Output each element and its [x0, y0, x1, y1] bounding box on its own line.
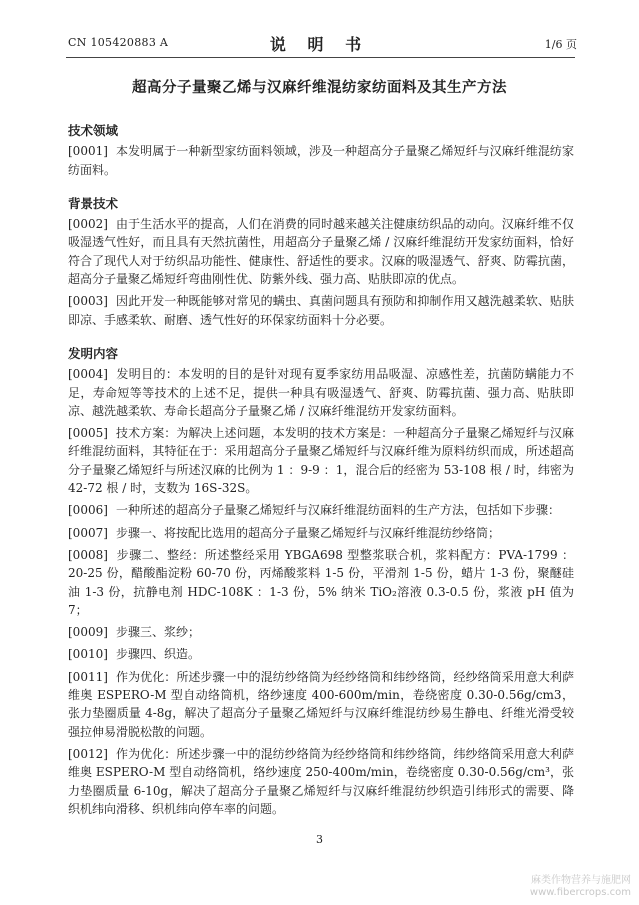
paragraph-text: 由于生活水平的提高，人们在消费的同时越来越关注健康纺织品的动向。汉麻纤维不仅吸湿透气性好，而且具有天然抗菌性，用超高分子量聚乙烯 / 汉麻纤维混纺开发家纺面料，恰好符合了现代人对于纺织品功能性、健康性、舒适性的要求。汉麻的吸湿透气、舒爽、防霉抗菌，超高分子量聚乙烯短纤弯曲刚性优、防紫外线、强力高、贴肤即凉的优点。 — [68, 217, 574, 287]
paragraph — [68, 501, 574, 519]
patent-number: CN 105420883 A — [68, 36, 169, 49]
paragraph — [68, 365, 574, 420]
paragraph-text: 因此开发一种既能够对常见的螨虫、真菌问题具有预防和抑制作用又越洗越柔软、贴肤即凉、手感柔软、耐磨、透气性好的环保家纺面料十分必要。 — [68, 294, 574, 327]
paragraph — [68, 645, 574, 663]
watermark-line-1: 麻类作物营养与施肥网 — [531, 875, 631, 886]
paragraph — [68, 623, 574, 641]
paragraph-text: 作为优化：所述步骤一中的混纺纱络筒为经纱络筒和纬纱络筒，经纱络筒采用意大利萨维奥 ESPERO-M 型自动络筒机，络纱速度 400-600m/min，卷绕密度 0.30-0.56g/cm3，张力垫圈质量 4-8g，解决了超高分子量聚乙烯短纤与汉麻纤维混纺纱易生静电、纤维光滑受较强拉伸易滑脱松散的问题。 — [68, 669, 574, 739]
paragraph-text: 发明目的：本发明的目的是针对现有夏季家纺用品吸湿、凉感性差，抗菌防螨能力不足，寿命短等等技术的上述不足，提供一种具有吸湿透气、舒爽、防霉抗菌、强力高、贴肤即凉、越洗越柔软、寿命长超高分子量聚乙烯 / 汉麻纤维混纺开发家纺面料。 — [68, 367, 574, 418]
paragraph-number: [0011] — [68, 669, 108, 684]
section-heading: 背景技术 — [68, 195, 119, 211]
paragraph — [68, 424, 574, 497]
header-rule — [66, 57, 575, 58]
paragraph-number: [0009] — [68, 625, 108, 640]
paragraph-number: [0006] — [68, 503, 108, 518]
paragraph-number: [0001] — [68, 144, 108, 159]
document-type: 说 明 书 — [269, 35, 370, 54]
paragraph — [68, 745, 574, 818]
paragraph-text: 步骤二、整经：所述整经采用 YBGA698 型整浆联合机，浆料配方：PVA-1799 ：20-25 份，醋酸酯淀粉 60-70 份，丙烯酸浆料 1-5 份，平滑剂 1-5 份，蜡片 1-3 份，聚醚硅油 1-3 份，抗静电剂 HDC-108K ：1-3 份，5% 纳米 TiO₂溶液 0.3-0.5 份，浆液 pH 值为 7； — [68, 547, 574, 617]
page-header — [0, 32, 639, 52]
section-heading: 技术领域 — [68, 123, 119, 138]
page-number: 3 — [316, 833, 323, 846]
section-heading: 发明内容 — [68, 345, 119, 361]
watermark-line-2: www.fibercrops.com — [529, 887, 631, 898]
document-title: 超高分子量聚乙烯与汉麻纤维混纺家纺面料及其生产方法 — [132, 79, 507, 96]
paragraph-text: 步骤四、织造。 — [116, 647, 201, 662]
paragraph-text: 技术方案：为解决上述问题，本发明的技术方案是：一种超高分子量聚乙烯短纤与汉麻纤维混纺面料，其特征在于：采用超高分子量聚乙烯短纤与汉麻纤维为原料纺织而成，所述超高分子量聚乙烯短纤与所述汉麻的比例为 1 ：9-9 ：1，混合后的经密为 53-108 根 / 时，纬密为 42-72 根 / 时，支数为 16S-32S。 — [68, 426, 574, 496]
paragraph-number: [0010] — [68, 647, 108, 662]
paragraph-text: 本发明属于一种新型家纺面料领域，涉及一种超高分子量聚乙烯短纤与汉麻纤维混纺家纺面料。 — [68, 144, 574, 177]
watermark — [530, 875, 631, 899]
paragraph — [68, 292, 574, 329]
paragraph — [68, 668, 574, 741]
paragraph-text: 步骤一、将按配比选用的超高分子量聚乙烯短纤与汉麻纤维混纺纱络筒； — [116, 525, 501, 540]
paragraph-number: [0004] — [68, 367, 108, 382]
paragraph-text: 作为优化：所述步骤一中的混纺纱络筒为经纱络筒和纬纱络筒，纬纱络筒采用意大利萨维奥 ESPERO-M 型自动络筒机，络纱速度 250-400m/min，卷绕密度 0.30-0.56g/cm³，张力垫圈质量 6-10g，解决了超高分子量聚乙烯短纤与汉麻纤维混纺纱织造引纬形式的需要、降织机纬向滑移、织机纬向停车率的问题。 — [68, 746, 574, 816]
paragraph-text: 一种所述的超高分子量聚乙烯短纤与汉麻纤维混纺面料的生产方法，包括如下步骤： — [116, 503, 561, 518]
paragraph — [68, 524, 574, 542]
paragraph-number: [0002] — [68, 217, 108, 232]
paragraph — [68, 215, 574, 288]
paragraph — [68, 142, 574, 179]
paragraph-text: 步骤三、浆纱； — [116, 625, 201, 640]
paragraph-number: [0007] — [68, 525, 108, 540]
paragraph-number: [0005] — [68, 426, 108, 441]
paragraph — [68, 546, 574, 619]
paragraph-number: [0008] — [68, 547, 108, 562]
paragraph-number: [0003] — [68, 294, 108, 309]
page-info: 1/6 页 — [544, 38, 577, 51]
paragraph-number: [0012] — [68, 746, 108, 761]
document-body — [68, 122, 574, 822]
